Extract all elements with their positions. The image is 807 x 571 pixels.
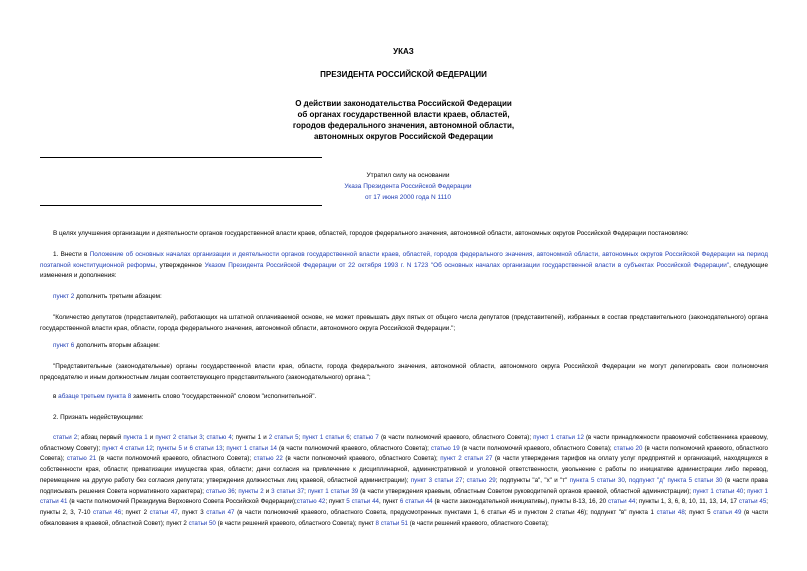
provision-text: (в части полномочий краевого, областного Совета, предусмотренных пунктами 1, 6 статьи 45 и пунктом 2 статьи 46); подпункт "в" пункта 1 [234, 508, 657, 516]
provision-text: ; абзац первый [77, 434, 124, 441]
decree-1723-link[interactable]: Указом Президента Российской Федерации от 22 октября 1993 г. N 1723 "Об основных началах организации государственной власти в субъектах Российской Федерации" [204, 261, 730, 269]
provision-link[interactable]: статью 7 [353, 434, 379, 441]
provision-text: (в части права подписывать решения Совета нормативного характера); [40, 476, 768, 495]
provision-link[interactable]: 6 статьи 44 [399, 498, 433, 506]
provision-link[interactable]: статьи 49 [713, 508, 742, 516]
provision-link[interactable]: пункт 1 статьи 6 [302, 434, 350, 441]
provision-link[interactable]: пункт 4 статьи 12 [102, 444, 153, 452]
provision-text: ; пункт 2 [121, 508, 150, 516]
provision-link[interactable]: статьи 50 [188, 519, 216, 527]
provision-link[interactable]: статьи 44 [607, 498, 636, 506]
divider-top [40, 157, 322, 158]
point-8-paragraph: в абзаце третьем пункта 8 заменить слово "государственной" словом "исполнительной". [53, 393, 317, 400]
provision-text: (в части полномочий краевого, областного Совета); [96, 455, 254, 463]
provision-text: ; [304, 487, 308, 495]
provision-link[interactable]: пункт 1 статьи 12 [533, 434, 584, 441]
provision-link[interactable]: пункт 3 статьи 27 [410, 476, 463, 484]
provision-text: ; пункт [325, 498, 347, 506]
point-2-paragraph: пункт 2 дополнить третьим абзацем: [53, 293, 162, 300]
provision-text: (в части принадлежности правомочий собственника краевому, областному Совету); [40, 434, 768, 452]
invalid-provisions-list [40, 433, 768, 529]
item-1-paragraph: 1. Внести в Положение об основных началах организации и деятельности органов государственной власти краев, областей, городов федерального значения, автономной области, автономных округов Российской Федерации на период поэтапной конституционной реформы, утвержденное Указом Президента Российской Федерации от 22 октября 1993 г. N 1723 "Об основных началах организации государственной власти в субъектах Российской Федерации", следующие изменения и дополнения: [40, 251, 768, 279]
provision-link[interactable]: пункты 5 и 6 статьи 13 [156, 444, 223, 452]
provision-text: (в части полномочий краевого, областного Совета); [459, 444, 614, 452]
provision-link[interactable]: 2 статьи 5 [268, 434, 299, 441]
repeal-link-date[interactable]: от 17 июня 2000 года N 1110 [365, 194, 451, 201]
provision-link[interactable]: статью 22 [253, 455, 283, 463]
provision-text: и [263, 487, 272, 495]
point-6-link[interactable]: пункт 6 [53, 342, 75, 349]
item-2-paragraph: 2. Признать недействующими: [53, 414, 144, 421]
decree-title: УКАЗ [393, 47, 414, 56]
repeal-link-decree[interactable]: Указа Президента Российской Федерации [344, 183, 472, 190]
provision-link[interactable]: статьи 46 [93, 508, 122, 516]
provision-text: и [147, 434, 156, 441]
provision-text: ; подпункты "а", "х" и "т" [495, 476, 570, 484]
provision-link[interactable]: статью 20 [613, 444, 643, 452]
provision-link[interactable]: 3 статьи 37 [271, 487, 305, 495]
provision-text: , пункт [379, 498, 400, 506]
provision-link[interactable]: статью 21 [66, 455, 97, 463]
provision-text: (в части решений краевого, областного Совета); пункт [215, 519, 376, 527]
provision-link[interactable]: статью 4 [206, 434, 232, 441]
provision-link[interactable]: статьи 45 [738, 498, 767, 506]
intro-paragraph: В целях улучшения организации и деятельности органов государственной власти краев, областей, городов федерального значения, автономной области, автономных округов Российской Федерации постановляю: [53, 230, 689, 237]
provision-text: ; пункты 1 и [231, 434, 269, 441]
provision-link[interactable]: пункта 1 [123, 434, 148, 441]
provision-text: ; пункты 1, 3, 6, 8, 10, 11, 13, 14, 17 [635, 498, 739, 506]
quote-1-paragraph: "Количество депутатов (представителей), работающих на штатной оплачиваемой основе, не может превышать двух пятых от общего числа депутатов (представителей), избранных в состав представительного (законодательного) органа государственной власти края, области, города федерального значения, автономной области, автономного округа Российской Федерации."; [40, 314, 768, 332]
regulation-link[interactable]: Положение об основных началах организации и деятельности органов государственной власти краев, областей, городов федерального значения, автономной области, автономных округов Российской Федерации на период поэтапной конституционной реформы [40, 251, 768, 269]
provision-link[interactable]: статьи 48 [656, 508, 685, 516]
provision-text: (в части обжалования в краевой, областной Совет); пункт 2 [40, 508, 768, 527]
provision-text: (в части полномочий краевого, областного Совета); [378, 434, 534, 441]
repeal-note: Утратил силу на основании Указа Президента Российской Федерации от 17 июня 2000 года N 1110 [328, 170, 488, 203]
point-6-paragraph: пункт 6 дополнить вторым абзацем: [53, 342, 160, 349]
provision-text: (в части решений краевого, областного Совета); [407, 519, 549, 527]
provision-link[interactable]: подпункт "д" пункта 5 статьи 30 [628, 476, 723, 484]
provision-link[interactable]: пункт 2 статьи 3 [155, 434, 203, 441]
provision-text: , пункт 3 [177, 508, 207, 516]
provision-text: (в части законодательной инициативы), пункты 8-13, 16, 20 [432, 498, 608, 506]
provision-text: (в части полномочий краевого, областного Совета); [40, 444, 768, 463]
provision-text: (в части полномочий краевого, областного Совета); [282, 455, 441, 463]
provision-text: , [624, 476, 629, 484]
decree-issuer: ПРЕЗИДЕНТА РОССИЙСКОЙ ФЕДЕРАЦИИ [320, 70, 487, 79]
provision-text: (в части утверждения краевым, областным Советом руководителей органов краевой, областной администрации); [358, 487, 693, 495]
provision-link[interactable]: пункта 5 статьи 30 [569, 476, 625, 484]
point-8-link[interactable]: абзаце третьем пункта 8 [58, 393, 132, 400]
provision-link[interactable]: статью 29 [466, 476, 496, 484]
provision-link[interactable]: статью 19 [430, 444, 460, 452]
provision-text: ; [462, 476, 467, 484]
provision-link[interactable]: статьи 47 [206, 508, 235, 516]
quote-2-paragraph: "Представительные (законодательные) органы государственной власти края, области, города федерального значения, автономной области, автономного округа Российской Федерации не могут делегировать свои полномочия председателю и иным должностным лицам соответствующего представительного (законодательного) органа."; [40, 363, 768, 381]
provision-text: ; [743, 487, 748, 495]
provision-text: (в части полномочий краевого, областного Совета); [276, 444, 431, 452]
provision-link[interactable]: пункт 1 статьи 40 [692, 487, 744, 495]
provision-link[interactable]: пункт 1 статьи 14 [226, 444, 277, 452]
provision-text: ; [202, 434, 207, 441]
provision-text: ; [152, 444, 157, 452]
provision-link[interactable]: пункт 1 статьи 41 [40, 487, 768, 506]
provision-link[interactable]: статью 42 [296, 498, 326, 506]
provision-link[interactable]: 8 статьи 51 [375, 519, 408, 527]
provision-text: ; [222, 444, 227, 452]
decree-subject: О действии законодательства Российской Федерации об органах государственной власти краев, областей, городов федерального значения, автономной области, автономных округов Российской Федерации [292, 99, 515, 141]
provision-link[interactable]: статьи 2 [53, 434, 78, 441]
provision-text: (в части полномочий Президиума Верховного Совета Российской Федерации); [67, 498, 297, 506]
provision-text: ; [234, 487, 239, 495]
provision-link[interactable]: 5 статьи 44 [346, 498, 379, 506]
provision-text: ; пункты 2, 3, 7-10 [40, 498, 769, 516]
provision-link[interactable]: пункты 2 [238, 487, 264, 495]
provision-link[interactable]: пункт 2 статьи 27 [440, 455, 493, 463]
divider-bottom [40, 205, 322, 206]
point-2-link[interactable]: пункт 2 [53, 293, 75, 300]
provision-link[interactable]: статьи 47 [149, 508, 178, 516]
provision-text: ; [298, 434, 303, 441]
provision-link[interactable]: пункт 1 статьи 39 [307, 487, 359, 495]
provision-link[interactable]: статью 36 [205, 487, 235, 495]
provision-text: (в части утверждения тарифов на оплату услуг предприятий и организаций, находящихся в собственности края, области; приватизации имущества края, области; дачи согласия на привлечение к дисциплинарной, административной и уголовной ответственности, увольнение с работы по инициативе администрации либо перевод, перемещение на другую работу без согласия депутата; утверждения должностных лиц краевой, областной администрации); [40, 455, 768, 484]
provision-text: ; [349, 434, 354, 441]
provision-text: ; пункт 5 [684, 508, 714, 516]
